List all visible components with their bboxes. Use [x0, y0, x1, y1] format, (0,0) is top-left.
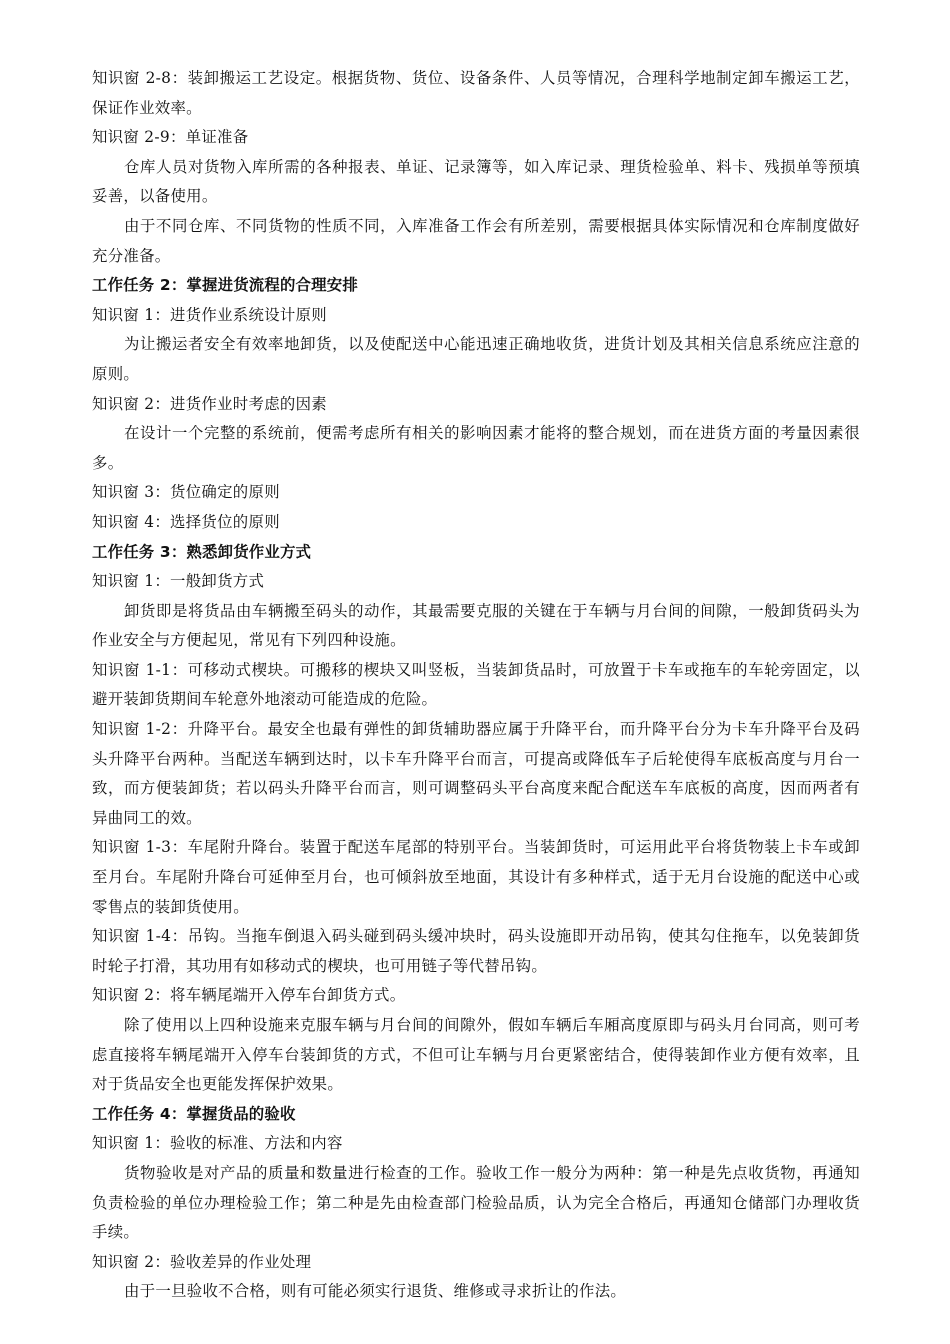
paragraph: 为让搬运者安全有效率地卸货，以及使配送中心能迅速正确地收货，进货计划及其相关信息系统应注意的原则。	[92, 335, 860, 383]
document-page	[92, 64, 860, 1307]
knowledge-window-heading: 知识窗 1：一般卸货方式	[92, 572, 265, 591]
paragraph: 在设计一个完整的系统前，便需考虑所有相关的影响因素才能将的整合规划，而在进货方面的考量因素很多。	[92, 424, 860, 472]
task-heading: 工作任务 2：掌握进货流程的合理安排	[92, 276, 358, 295]
paragraph: 卸货即是将货品由车辆搬至码头的动作，其最需要克服的关键在于车辆与月台间的间隙，一般卸货码头为作业安全与方便起见，常见有下列四种设施。	[92, 601, 860, 650]
paragraph: 知识窗 2-8：装卸搬运工艺设定。根据货物、货位、设备条件、人员等情况，合理科学地制定卸车搬运工艺，保证作业效率。	[92, 69, 860, 117]
knowledge-window-heading: 知识窗 2：将车辆尾端开入停车台卸货方式。	[92, 986, 406, 1005]
knowledge-window-heading: 知识窗 1：验收的标准、方法和内容	[92, 1134, 343, 1153]
paragraph: 除了使用以上四种设施来克服车辆与月台间的间隙外，假如车辆后车厢高度原即与码头月台同高，则可考虑直接将车辆尾端开入停车台装卸货的方式，不但可让车辆与月台更紧密结合，使得装卸作业方便有效率，且对于货品安全也更能发挥保护效果。	[92, 1016, 860, 1094]
paragraph: 由于一旦验收不合格，则有可能必须实行退货、维修或寻求折让的作法。	[124, 1282, 627, 1301]
paragraph: 知识窗 1-1：可移动式楔块。可搬移的楔块又叫竖板，当装卸货品时，可放置于卡车或拖车的车轮旁固定，以避开装卸货期间车轮意外地滚动可能造成的危险。	[92, 660, 860, 709]
knowledge-window-heading: 知识窗 2-9：单证准备	[92, 128, 249, 147]
paragraph: 货物验收是对产品的质量和数量进行检查的工作。验收工作一般分为两种：第一种是先点收货物，再通知负责检验的单位办理检验工作；第二种是先由检查部门检验品质，认为完全合格后，再通知仓储部门办理收货手续。	[92, 1163, 860, 1242]
knowledge-window-heading: 知识窗 4：选择货位的原则	[92, 512, 280, 531]
knowledge-window-heading: 知识窗 1：进货作业系统设计原则	[92, 305, 327, 324]
knowledge-window-heading: 知识窗 2：验收差异的作业处理	[92, 1252, 312, 1271]
paragraph: 仓库人员对货物入库所需的各种报表、单证、记录簿等，如入库记录、理货检验单、料卡、残损单等预填妥善，以备使用。	[92, 157, 860, 206]
paragraph: 知识窗 1-2：升降平台。最安全也最有弹性的卸货辅助器应属于升降平台，而升降平台分为卡车升降平台及码头升降平台两种。当配送车辆到达时，以卡车升降平台而言，可提高或降低车子后轮使得车底板高度与月台一致，而方便装卸货；若以码头升降平台而言，则可调整码头平台高度来配合配送车车底板的高度，因而两者有异曲同工的效。	[92, 720, 860, 827]
knowledge-window-heading: 知识窗 3：货位确定的原则	[92, 483, 280, 502]
paragraph: 知识窗 1-3：车尾附升降台。装置于配送车尾部的特别平台。当装卸货时，可运用此平台将货物装上卡车或卸至月台。车尾附升降台可延伸至月台，也可倾斜放至地面，其设计有多种样式，适于无月台设施的配送中心或零售点的装卸货使用。	[92, 838, 860, 916]
task-heading: 工作任务 4：掌握货品的验收	[92, 1104, 296, 1123]
paragraph: 知识窗 1-4：吊钩。当拖车倒退入码头碰到码头缓冲块时，码头设施即开动吊钩，使其勾住拖车，以免装卸货时轮子打滑，其功用有如移动式的楔块，也可用链子等代替吊钩。	[92, 927, 860, 975]
knowledge-window-heading: 知识窗 2：进货作业时考虑的因素	[92, 394, 327, 413]
task-heading: 工作任务 3：熟悉卸货作业方式	[92, 542, 312, 561]
paragraph: 由于不同仓库、不同货物的性质不同，入库准备工作会有所差别，需要根据具体实际情况和仓库制度做好充分准备。	[92, 216, 860, 265]
